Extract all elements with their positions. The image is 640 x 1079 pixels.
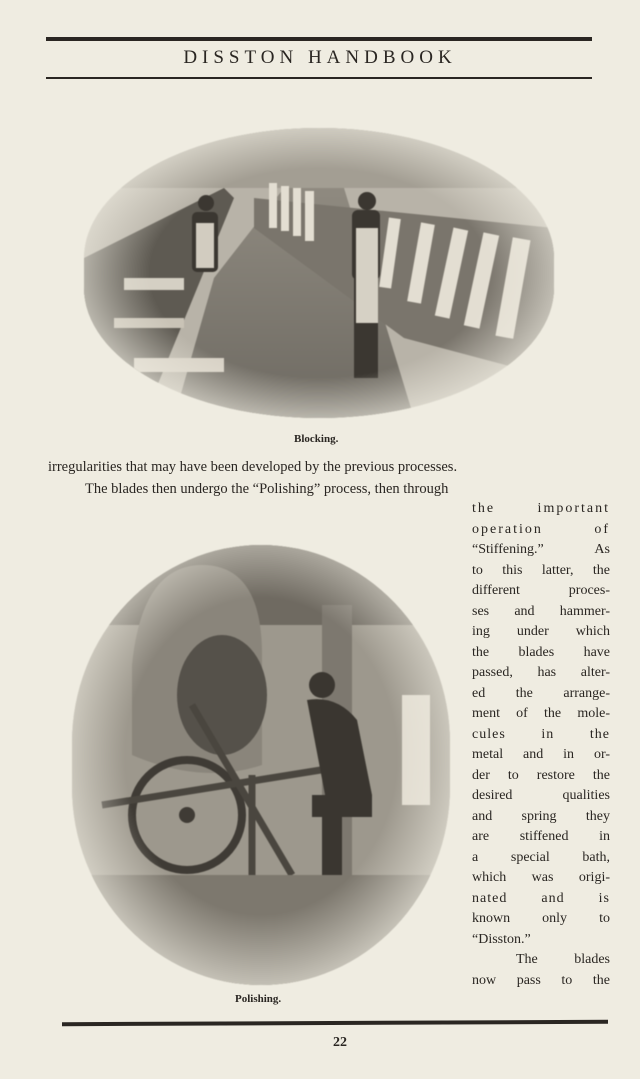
column-line: and spring they [472,808,610,824]
column-line: different proces- [472,583,610,598]
column-line: “Stiffening.” As [472,542,610,557]
column-line: desired qualities [472,788,610,803]
column-line: ed the arrange- [472,685,610,701]
column-line: der to restore the [472,767,610,783]
column-line: which was origi- [472,870,610,885]
column-line: cules in the [472,726,610,742]
column-line: ing under which [472,624,610,639]
column-line: “Disston.” [472,931,531,947]
footer-rule [62,1020,608,1026]
column-line: ses and hammer- [472,603,610,619]
column-line: metal and in or- [472,747,610,762]
column-line: passed, has alter- [472,665,610,680]
column-line: known only to [472,911,610,926]
column-line: the important [472,501,610,516]
column-line: to this latter, the [472,562,610,578]
column-line: nated and is [472,890,610,906]
polishing-photo [72,545,450,985]
running-header-title: DISSTON HANDBOOK [183,47,457,68]
blocking-photo [84,128,554,418]
polishing-caption: Polishing. [235,993,282,1005]
column-line: operation of [472,521,610,537]
column-line: are stiffened in [472,829,610,844]
column-line: now pass to the [472,972,610,988]
body-column [472,499,610,991]
column-line: a special bath, [472,849,610,865]
column-line: The blades [516,952,610,967]
blocking-caption: Blocking. [294,433,339,445]
body-line-1: irregularities that may have been developed by the previous processes. [48,459,458,475]
header-bottom-rule [46,77,592,79]
column-line: ment of the mole- [472,706,610,721]
header-top-rule [46,37,592,41]
column-line: the blades have [472,644,610,660]
body-line-2: The blades then undergo the “Polishing” process, then through [85,481,449,497]
page-number: 22 [333,1035,347,1050]
